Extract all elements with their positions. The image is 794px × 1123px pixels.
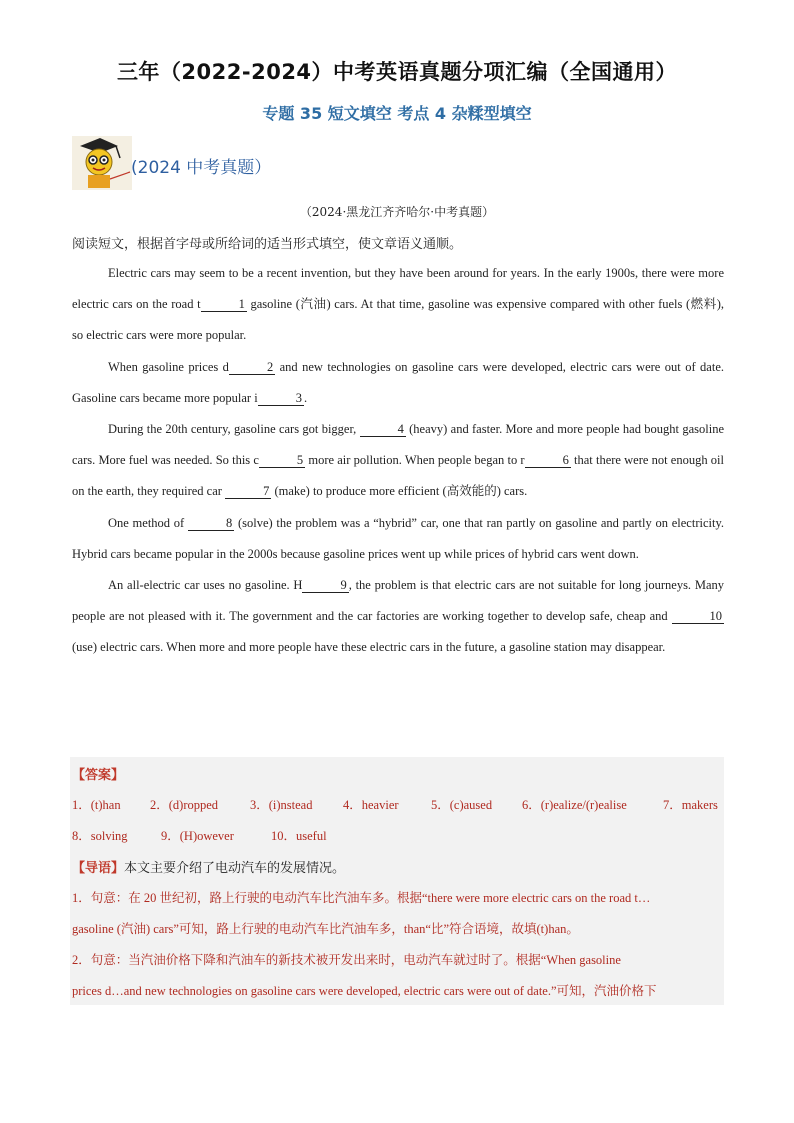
passage-text: gasoline (汽油) cars. At that time, gasoline was expensive compared with other fuels (燃料), so electric cars were more popular. <box>72 297 725 343</box>
passage-paragraph <box>72 508 724 570</box>
answer-label-line <box>72 764 124 783</box>
guide-text: 本文主要介绍了电动汽车的发展情况。 <box>124 861 346 876</box>
passage-paragraph <box>72 258 724 352</box>
passage-paragraph <box>72 414 724 508</box>
passage-text: (solve) the problem was a “hybrid” car, one that ran partly on gasoline and partly on electricity. Hybrid cars became popular in the 2000s because gasoline prices went up while prices of hybrid cars went down. <box>72 515 725 561</box>
answer-blank: 2 <box>229 360 275 375</box>
answer-item: 4．heavier <box>343 798 399 812</box>
passage-text: (use) electric cars. When more and more people have these electric cars in the future, a gasoline station may disappear. <box>72 640 666 655</box>
explanation-line: 2．句意：当汽油价格下降和汽油车的新技术被开发出来时，电动汽车就过时了。根据“When gasoline <box>72 953 621 967</box>
passage-text: (heavy) and faster. More and more people had bought gasoline cars. More fuel was needed. So this c <box>72 422 724 468</box>
passage-text: more air pollution. When people began to r <box>305 453 525 468</box>
section-label: (2024 中考真题） <box>131 158 272 178</box>
document-subtitle: 专题 35 短文填空 考点 4 杂糅型填空 <box>262 104 532 123</box>
answer-item: 8．solving <box>72 829 128 843</box>
explanation-line: 1．句意：在 20 世纪初，路上行驶的电动汽车比汽油车多。根据“there were more electric cars on the road t… <box>72 891 651 905</box>
answer-blank: 7 <box>225 484 271 499</box>
passage-paragraph <box>72 352 724 414</box>
passage-text: During the 20th century, gasoline cars got bigger, <box>108 422 360 437</box>
answer-item: 9．(H)owever <box>161 829 234 843</box>
guide-line <box>72 857 345 876</box>
answer-blank: 10 <box>672 609 725 624</box>
passage-text: , the problem is that electric cars are not suitable for long journeys. Many people are not pleased with it. The government and the car factories are working together to develop safe, cheap and <box>72 578 724 624</box>
answer-blank: 6 <box>525 453 571 468</box>
passage-text: . <box>303 390 308 405</box>
answer-blank: 5 <box>259 453 305 468</box>
answer-item: 5．(c)aused <box>431 798 493 812</box>
answer-item: 6．(r)ealize/(r)ealise <box>522 798 627 812</box>
passage-paragraph <box>72 570 724 664</box>
answer-item: 1．(t)han <box>72 798 121 812</box>
answer-item: 10．useful <box>271 829 327 843</box>
passage-text: When gasoline prices d <box>108 359 229 374</box>
explanation-line: prices d…and new technologies on gasoline cars were developed, electric cars were out of date.”可知，汽油价格下 <box>72 984 657 998</box>
passage-text: (make) to produce more efficient (高效能的) cars. <box>271 484 528 499</box>
document-title: 三年（2022-2024）中考英语真题分项汇编（全国通用） <box>116 60 678 84</box>
scholar-mascot-icon <box>72 136 132 190</box>
reading-passage <box>72 258 724 664</box>
answer-blank: 3 <box>258 391 304 406</box>
answer-blank: 8 <box>188 516 234 531</box>
answer-blank: 4 <box>360 422 406 437</box>
passage-text: and new technologies on gasoline cars were developed, electric cars were out of date. Gasoline cars became more popular i <box>72 359 724 405</box>
guide-label: 【导语】 <box>72 861 125 876</box>
answer-label: 【答案】 <box>72 768 125 783</box>
answer-item: 2．(d)ropped <box>150 798 219 812</box>
passage-text: Electric cars may seem to be a recent invention, but they have been around for years. In the early 1900s, there were more electric cars on the road t <box>72 266 724 312</box>
answer-item: 7．makers <box>663 798 718 812</box>
passage-text: An all-electric car uses no gasoline. H <box>108 578 303 593</box>
answer-blank: 9 <box>302 578 348 593</box>
passage-text: One method of <box>108 515 188 530</box>
passage-text: that there were not enough oil on the earth, they required car <box>72 453 724 499</box>
question-source: （2024·黑龙江齐齐哈尔·中考真题） <box>299 205 495 219</box>
question-instruction: 阅读短文，根据首字母或所给词的适当形式填空，使文章语义通顺。 <box>72 237 463 252</box>
answer-blank: 1 <box>201 297 247 312</box>
explanation-line: gasoline (汽油) cars”可知，路上行驶的电动汽车比汽油车多，than“比”符合语境，故填(t)han。 <box>72 922 579 936</box>
answer-item: 3．(i)nstead <box>250 798 313 812</box>
answer-section <box>70 757 724 1005</box>
